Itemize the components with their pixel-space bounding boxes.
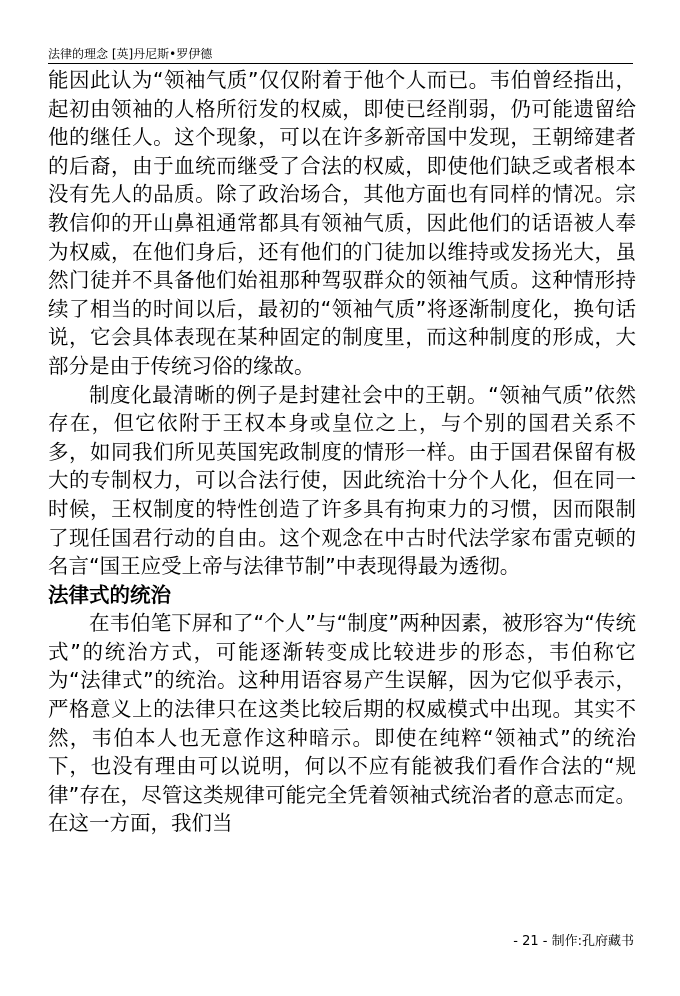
running-header: 法律的理念 [英]丹尼斯•罗伊德 [48, 47, 213, 61]
header-rule [48, 63, 633, 64]
page-body [48, 66, 636, 838]
body-paragraph: 在韦伯笔下屏和了“个人”与“制度”两种因素，被形容为“传统式”的统治方式，可能逐渐转变成比较进步的形态，韦伯称它为“法律式”的统治。这种用语容易产生误解，因为它似乎表示，严格意义上的法律只在这类比较后期的权威模式中出现。其实不然，韦伯本人也无意作这种暗示。即使在纯粹“领袖式”的统治下，也没有理由可以说明，何以不应有能被我们看作合法的“规律”存在，尽管这类规律可能完全凭着领袖式统治者的意志而定。在这一方面，我们当 [48, 611, 636, 836]
body-paragraph: 制度化最清晰的例子是封建社会中的王朝。“领袖气质”依然存在，但它依附于王权本身或皇位之上，与个别的国君关系不多，如同我们所见英国宪政制度的情形一样。由于国君保留有极大的专制权力，可以合法行使，因此统治十分个人化，但在同一时候，王权制度的特性创造了许多具有拘束力的习惯，因而限制了现任国君行动的自由。这个观念在中古时代法学家布雷克顿的名言“国王应受上帝与法律节制”中表现得最为透彻。 [48, 382, 636, 579]
body-paragraph-continued: 能因此认为“领袖气质”仅仅附着于他个人而已。韦伯曾经指出，起初由领袖的人格所衍发的权威，即使已经削弱，仍可能遗留给他的继任人。这个现象，可以在许多新帝国中发现，王朝缔建者的后裔，由于血统而继受了合法的权威，即使他们缺乏或者根本没有先人的品质。除了政治场合，其他方面也有同样的情况。宗教信仰的开山鼻祖通常都具有领袖气质，因此他们的话语被人奉为权威，在他们身后，还有他们的门徒加以维持或发扬光大，虽然门徒并不具备他们始祖那种驾驭群众的领袖气质。这种情形持续了相当的时间以后，最初的“领袖气质”将逐渐制度化，换句话说，它会具体表现在某种固定的制度里，而这种制度的形成，大部分是由于传统习俗的缘故。 [48, 68, 636, 378]
page-footer: - 21 - 制作:孔府藏书 [513, 934, 634, 949]
section-heading: 法律式的统治 [48, 582, 171, 607]
